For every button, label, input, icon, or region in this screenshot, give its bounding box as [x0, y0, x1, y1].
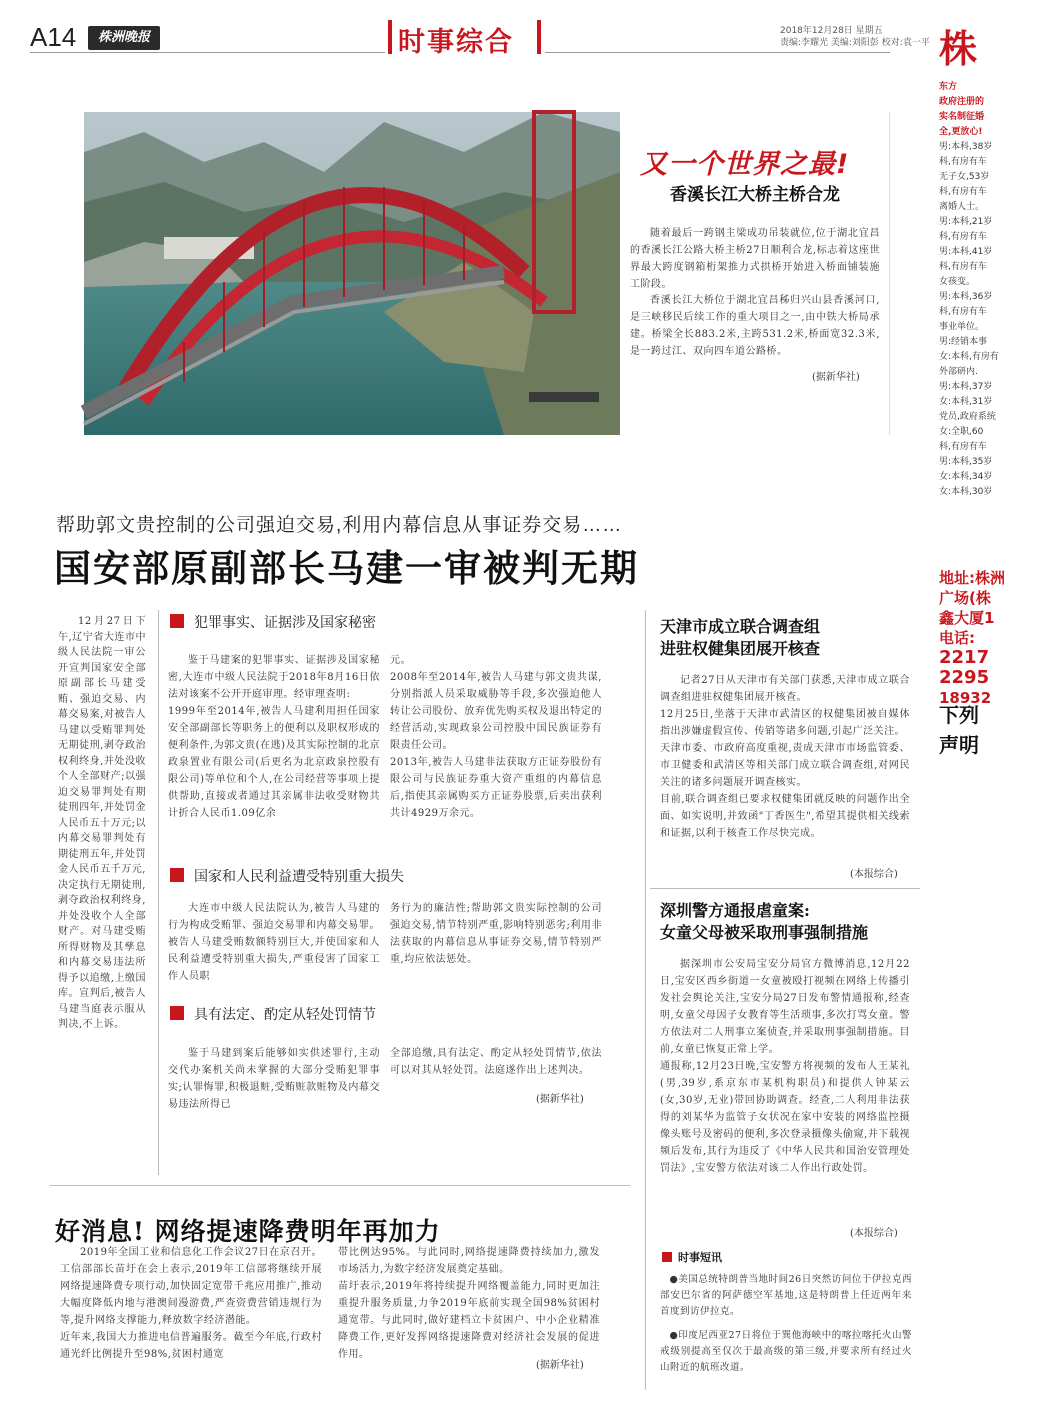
section-1-col-2: 元。 2008年至2014年,被告人马建与郭文贵共谋,分别指派人员采取威胁等手段,多次强迫他人转让公司股份、放弃优先购买权及退出特定的经营活动,实现政泉公司控股中国民族证券有限责任公司。 2013年,被告人马建非法获取方正证券股份有限公司与民族证券重大资产重组的内幕信息后,指使其亲属购买方正证券股票,后卖出获利共计4929万余元。: [390, 655, 602, 819]
lead-intro: 12月27日下午,辽宁省大连市中级人民法院一审公开宣判国家安全部原副部长马建受贿、强迫交易、内幕交易案,对被告人马建以受贿罪判处无期徒刑,剥夺政治权利终身,并处没收个人全部财产;以强迫交易罪判处有期徒刑四年,并处罚金人民币五十万元;以内幕交易罪判处有期徒刑五年,并处罚金人民币五千万元,决定执行无期徒刑,剥夺政治权利终身,并处没收个人全部财产。对马建受贿所得财物及其孳息和内幕交易违法所得予以追缴,上缴国库。宣判后,被告人马建当庭表示服从判决,不上诉。: [58, 616, 146, 1030]
column-rule: [158, 610, 159, 1175]
bridge-illustration: [84, 112, 620, 435]
bottom-headline: 好消息! 网络提速降费明年再加力: [55, 1217, 441, 1246]
hero-subtitle: 香溪长江大桥主桥合龙: [670, 185, 840, 205]
bottom-col-1: 2019年全国工业和信息化工作会议27日在京召开。工信部部长苗圩在会上表示,2019年工信部将继续开展网络提速降费专项行动,加快固定宽带千兆应用推广,推动大幅度降低内地与港澳间漫游费,严查资费营销违规行为等,提升网络支撑能力,释放数字经济潜能。 近年来,我国大力推进电信普遍服务。截至今年底,行政村通光纤比例提升至98%,贫困村通宽: [60, 1247, 322, 1360]
hero-source: (据新华社): [812, 372, 860, 383]
section-2-col-1: 大连市中级人民法院认为,被告人马建的行为构成受贿罪、强迫交易罪和内幕交易罪。被告人马建受贿数额特别巨大,并使国家和人民利益遭受特别重大损失,严重侵害了国家工作人员职: [168, 903, 380, 982]
section-marker-icon: [170, 614, 184, 628]
section-heading-2: 国家和人民利益遭受特别重大损失: [194, 868, 404, 884]
brief-item-2: ●印度尼西亚27日将位于巽他海峡中的喀拉喀托火山警戒级别提高至仅次于最高级的第三级,并要求所有经过火山附近的航班改道。: [660, 1330, 912, 1373]
tianjin-source: (本报综合): [850, 869, 898, 880]
shenzhen-body: 据深圳市公安局宝安分局官方微博消息,12月22日,宝安区西乡街道一女童被殴打视频在网络上传播引发社会舆论关注,宝安分局27日发布警情通报称,经查明,女童父母因子女教育等生活琐事,多次打骂女童。警方依法对二人刑事立案侦查,并采取刑事强制措施。目前,女童已恢复正常上学。 通报称,12月23日晚,宝安警方将视频的发布人王某礼(男,39岁,系京东市某机构职员)和提供人钟某云(女,30岁,无业)带回协助调查。经查,二人利用非法获得的刘某华为监管子女状况在家中安装的网络监控摄像头账号及密码的便利,多次登录摄像头偷窥,并下载视频后发布,其行为违反了《中华人民共和国治安管理处罚法》,宝安警方依法对该二人作出行政处罚。: [660, 959, 910, 1174]
issue-date: 2018年12月28日 星期五 责编:李耀光 美编:刘阳彭 校对:袁一平: [780, 26, 930, 48]
sidebar-masthead: 株: [939, 26, 978, 71]
lead-kicker: 帮助郭文贵控制的公司强迫交易,利用内幕信息从事证券交易……: [56, 515, 623, 536]
header-rule: [30, 52, 385, 53]
section-3-col-1: 鉴于马建到案后能够如实供述罪行,主动交代办案机关尚未掌握的大部分受贿犯罪事实;认罪悔罪,积极退赃,受贿赃款赃物及内幕交易违法所得已: [168, 1048, 380, 1110]
sidebar-address: 地址:株洲 广场(株 鑫大厦1 电话: 2217 2295 18932: [939, 569, 1005, 707]
adjacent-page-strip: [935, 0, 1005, 1409]
bridge-photo: [84, 112, 620, 435]
brief-title: 时事短讯: [678, 1251, 722, 1264]
section-1-col-1: 鉴于马建案的犯罪事实、证据涉及国家秘密,大连市中级人民法院于2018年8月16日依法对该案不公开开庭审理。经审理查明: 1999年至2014年,被告人马建利用担任国家安全部副部长等职务上的便利以及职权形成的便利条件,为郭文贵(在逃)及其实际控制的北京政泉置业有限公司(后更名为北京政泉控股有限公司)等单位和个人,在公司经营等事项上提供帮助,直接或者通过其亲属非法收受财物共计折合人民币1.09亿余: [168, 655, 380, 819]
brief-marker-icon: [662, 1252, 672, 1262]
tianjin-headline: 天津市成立联合调查组 进驻权健集团展开核查: [660, 617, 821, 658]
page-number: A14: [30, 22, 77, 52]
section-3-col-2: 全部追缴,具有法定、酌定从轻处罚情节,依法可以对其从轻处罚。法庭遂作出上述判决。: [390, 1048, 602, 1076]
section-title: 时事综合: [398, 27, 514, 58]
section-bar-left: [388, 20, 392, 54]
brief-item-1: ●美国总统特朗普当地时间26日突然访问位于伊拉克西部安巴尔省的阿萨德空军基地,这是特朗普上任近两年来首度到访伊拉克。: [660, 1274, 912, 1317]
shenzhen-headline: 深圳警方通报虐童案: 女童父母被采取刑事强制措施: [660, 901, 869, 942]
section-bar-right: [537, 20, 541, 54]
divider: [650, 888, 920, 889]
section-heading-3: 具有法定、酌定从轻处罚情节: [194, 1006, 376, 1022]
shenzhen-source: (本报综合): [850, 1228, 898, 1239]
lead-headline: 国安部原副部长马建一审被判无期: [54, 547, 639, 590]
column-rule-right: [645, 610, 646, 1390]
sidebar-listing: 东方 政府注册的 实名制征婚 全,更放心! 男:本科,38岁 科,有房有车 无子女,53岁 科,有房有车 离婚人士。 男:本科,21岁 科,有房有车 男:本科,41岁 科,有房有车 女孩变。 男:本科,36岁 科,有房有车 事业单位。 男:经销本事 女:本科,有房有 外部研内. 男:本科,37岁 女:本科,31岁 党员,政府系统 女:全职,60 科,有房有车 男:本科,35岁 女:本科,34岁 女:本科,30岁: [939, 82, 999, 497]
bottom-col-2: 带比例达95%。与此同时,网络提速降费持续加力,激发市场活力,为数字经济发展奠定基础。 苗圩表示,2019年将持续提升网络覆盖能力,同时更加注重提升服务质量,力争2019年底前实现全国98%贫困村通宽带。与此同时,做好建档立卡贫困户、中小企业精准降费工作,更好发挥网络提速降费对经济社会发展的促进作用。: [338, 1247, 600, 1360]
section-3-source: (据新华社): [536, 1094, 584, 1105]
hero-paragraph-1: 随着最后一跨钢主梁成功吊装就位,位于湖北宜昌的香溪长江公路大桥主桥27日顺利合龙,标志着这座世界最大跨度钢箱桁架推力式拱桥开始进入桥面铺装施工阶段。: [630, 228, 880, 290]
section-heading-1: 犯罪事实、证据涉及国家秘密: [194, 614, 376, 630]
section-marker-icon: [170, 1006, 184, 1020]
sidebar-notice-title: 下列 声明: [939, 703, 979, 757]
hero-title: 又一个世界之最!: [640, 149, 850, 180]
header-rule-right: [545, 52, 890, 53]
section-2-col-2: 务行为的廉洁性;帮助郭文贵实际控制的公司强迫交易,情节特别严重,影响特别恶劣;利用非法获取的内幕信息从事证券交易,情节特别严重,均应依法惩处。: [390, 903, 602, 965]
newspaper-logo: 株洲晚报: [88, 26, 160, 50]
bottom-source: (据新华社): [536, 1360, 584, 1371]
divider: [50, 1185, 630, 1186]
section-marker-icon: [170, 868, 184, 882]
hero-paragraph-2: 香溪长江大桥位于湖北宜昌秭归兴山县香溪河口,是三峡移民后续工作的重大项目之一,由中铁大桥局承建。桥梁全长883.2米,主跨531.2米,桥面宽32.3米,是一跨过江、双向四车道公路桥。: [630, 295, 880, 357]
tianjin-body: 记者27日从天津市有关部门获悉,天津市成立联合调查组进驻权健集团展开核查。 12月25日,坐落于天津市武清区的权健集团被自媒体指出涉嫌虚假宣传、传销等诸多问题,引起广泛关注。 天津市委、市政府高度重视,责成天津市市场监管委、市卫健委和武清区等相关部门成立联合调查组,对网民关注的诸多问题展开调查核实。 目前,联合调查组已要求权健集团就反映的问题作出全面、如实说明,并致函"丁香医生",希望其提供相关线索和证据,以利于核查工作尽快完成。: [660, 675, 910, 839]
